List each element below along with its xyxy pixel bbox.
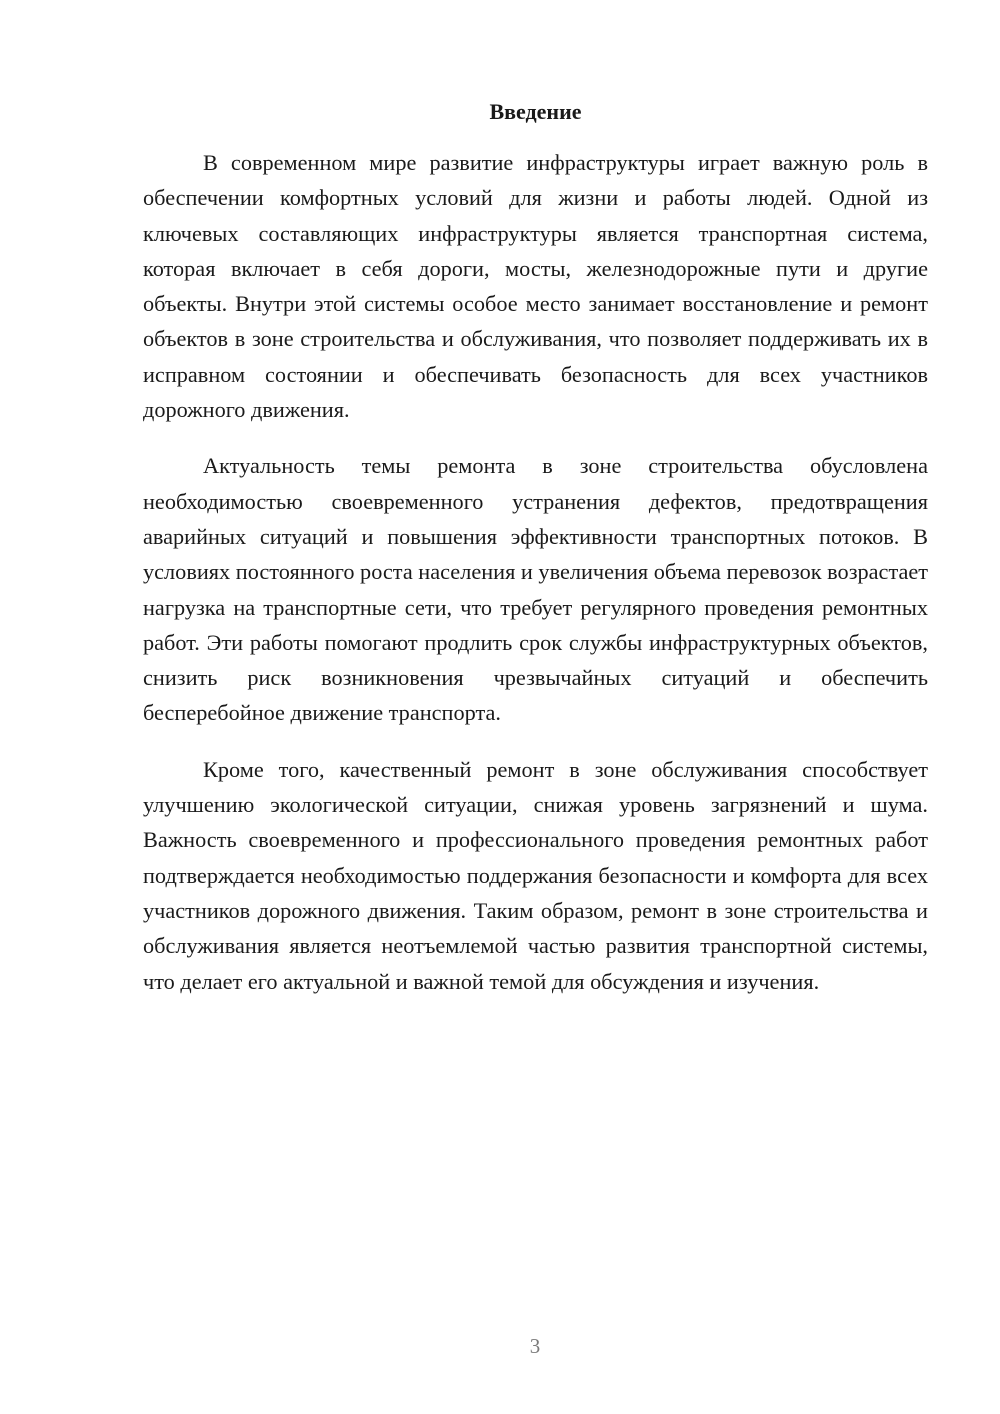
paragraph-1: В современном мире развитие инфраструктуры играет важную роль в обеспечении комфортных условий для жизни и работы людей. Одной из ключевых составляющих инфраструктуры является транспортная система, которая включает в себя дороги, мосты, железнодорожные пути и другие объекты. Внутри этой системы особое место занимает восстановление и ремонт объектов в зоне строительства и обслуживания, что позволяет поддерживать их в исправном состоянии и обеспечивать безопасность для всех участников дорожного движения. (143, 150, 928, 423)
paragraph-2: Актуальность темы ремонта в зоне строительства обусловлена необходимостью своевременного устранения дефектов, предотвращения аварийных ситуаций и повышения эффективности транспортных потоков. В условиях постоянного роста населения и увеличения объема перевозок возрастает нагрузка на транспортные сети, что требует регулярного проведения ремонтных работ. Эти работы помогают продлить срок службы инфраструктурных объектов, снизить риск возникновения чрезвычайных ситуаций и обеспечить бесперебойное движение транспорта. (143, 453, 928, 726)
body-text (143, 145, 928, 1020)
paragraph-3: Кроме того, качественный ремонт в зоне обслуживания способствует улучшению экологической ситуации, снижая уровень загрязнений и шума. Важность своевременного и профессионального проведения ремонтных работ подтверждается необходимостью поддержания безопасности и комфорта для всех участников дорожного движения. Таким образом, ремонт в зоне строительства и обслуживания является неотъемлемой частью развития транспортной системы, что делает его актуальной и важной темой для обсуждения и изучения. (143, 756, 928, 994)
section-heading: Введение (489, 99, 582, 124)
page-number: 3 (529, 1334, 541, 1358)
